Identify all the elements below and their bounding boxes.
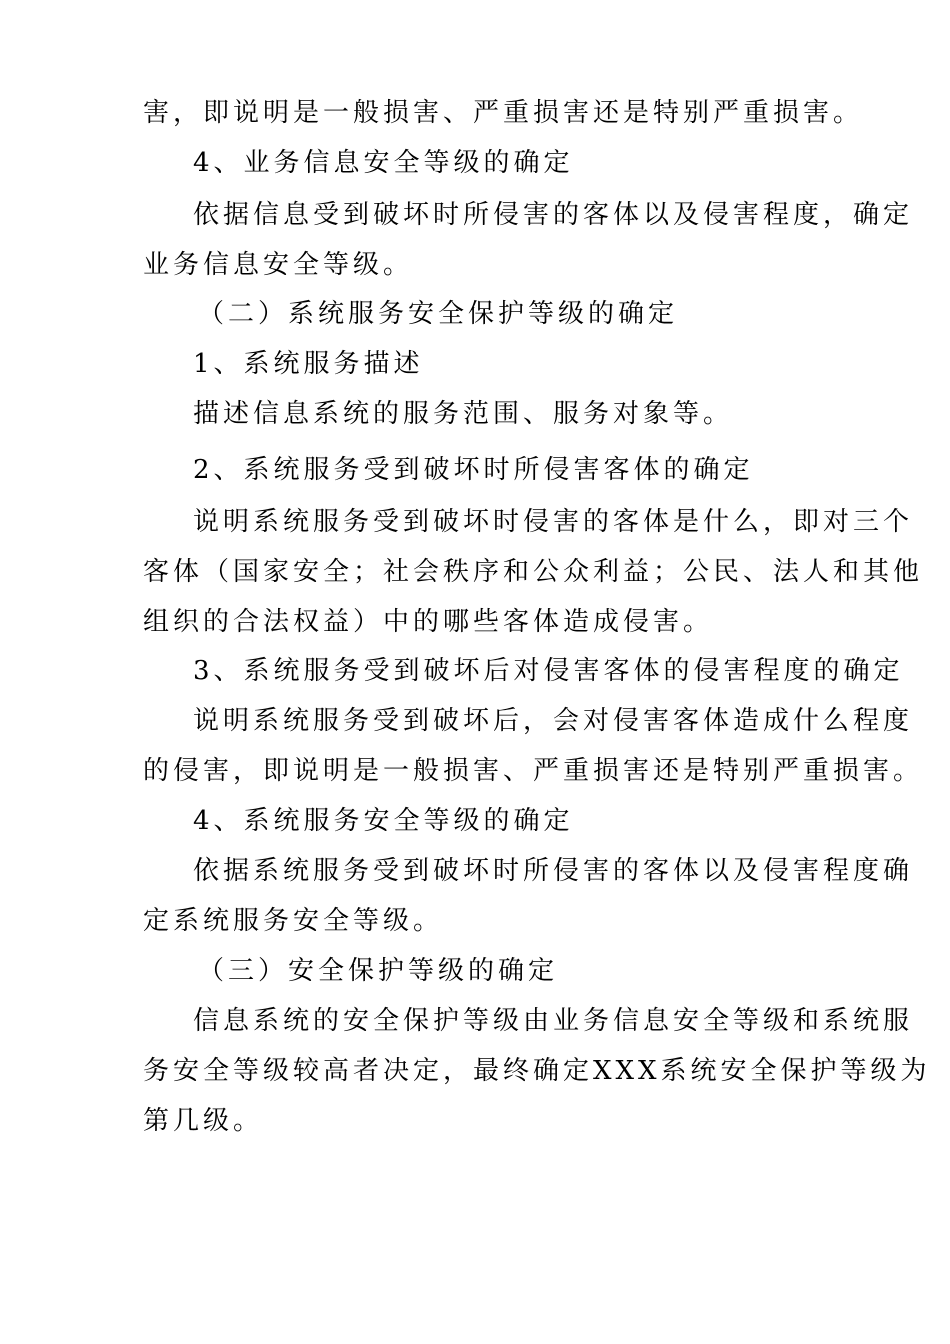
paragraph-line: 定系统服务安全等级。 (143, 906, 444, 936)
paragraph-line: 依据信息受到破坏时所侵害的客体以及侵害程度，确定 (193, 200, 914, 230)
paragraph-line: 客体（国家安全；社会秩序和公众利益；公民、法人和其他 (143, 557, 924, 587)
paragraph-line: 说明系统服务受到破坏后，会对侵害客体造成什么程度 (193, 706, 914, 736)
paragraph-line: 的侵害，即说明是一般损害、严重损害还是特别严重损害。 (143, 756, 924, 786)
paragraph-line: 说明系统服务受到破坏时侵害的客体是什么，即对三个 (193, 507, 914, 537)
paragraph-line: 务安全等级较高者决定，最终确定XXX系统安全保护等级为 (143, 1056, 931, 1086)
section-heading: 3、系统服务受到破坏后对侵害客体的侵害程度的确定 (193, 656, 904, 686)
paragraph-line: 组织的合法权益）中的哪些客体造成侵害。 (143, 607, 714, 637)
section-heading: （三）安全保护等级的确定 (198, 956, 559, 986)
paragraph-line: 业务信息安全等级。 (143, 250, 414, 280)
paragraph-line: 描述信息系统的服务范围、服务对象等。 (193, 399, 734, 429)
section-heading: 4、系统服务安全等级的确定 (193, 806, 574, 836)
paragraph-line: 依据系统服务受到破坏时所侵害的客体以及侵害程度确 (193, 856, 914, 886)
section-heading: 2、系统服务受到破坏时所侵害客体的确定 (193, 455, 754, 485)
paragraph-line: 害，即说明是一般损害、严重损害还是特别严重损害。 (143, 98, 864, 128)
section-heading: 1、系统服务描述 (193, 349, 424, 379)
paragraph-line: 第几级。 (143, 1106, 264, 1136)
section-heading: 4、业务信息安全等级的确定 (193, 148, 574, 178)
section-heading: （二）系统服务安全保护等级的确定 (198, 299, 679, 329)
paragraph-line: 信息系统的安全保护等级由业务信息安全等级和系统服 (193, 1006, 914, 1036)
